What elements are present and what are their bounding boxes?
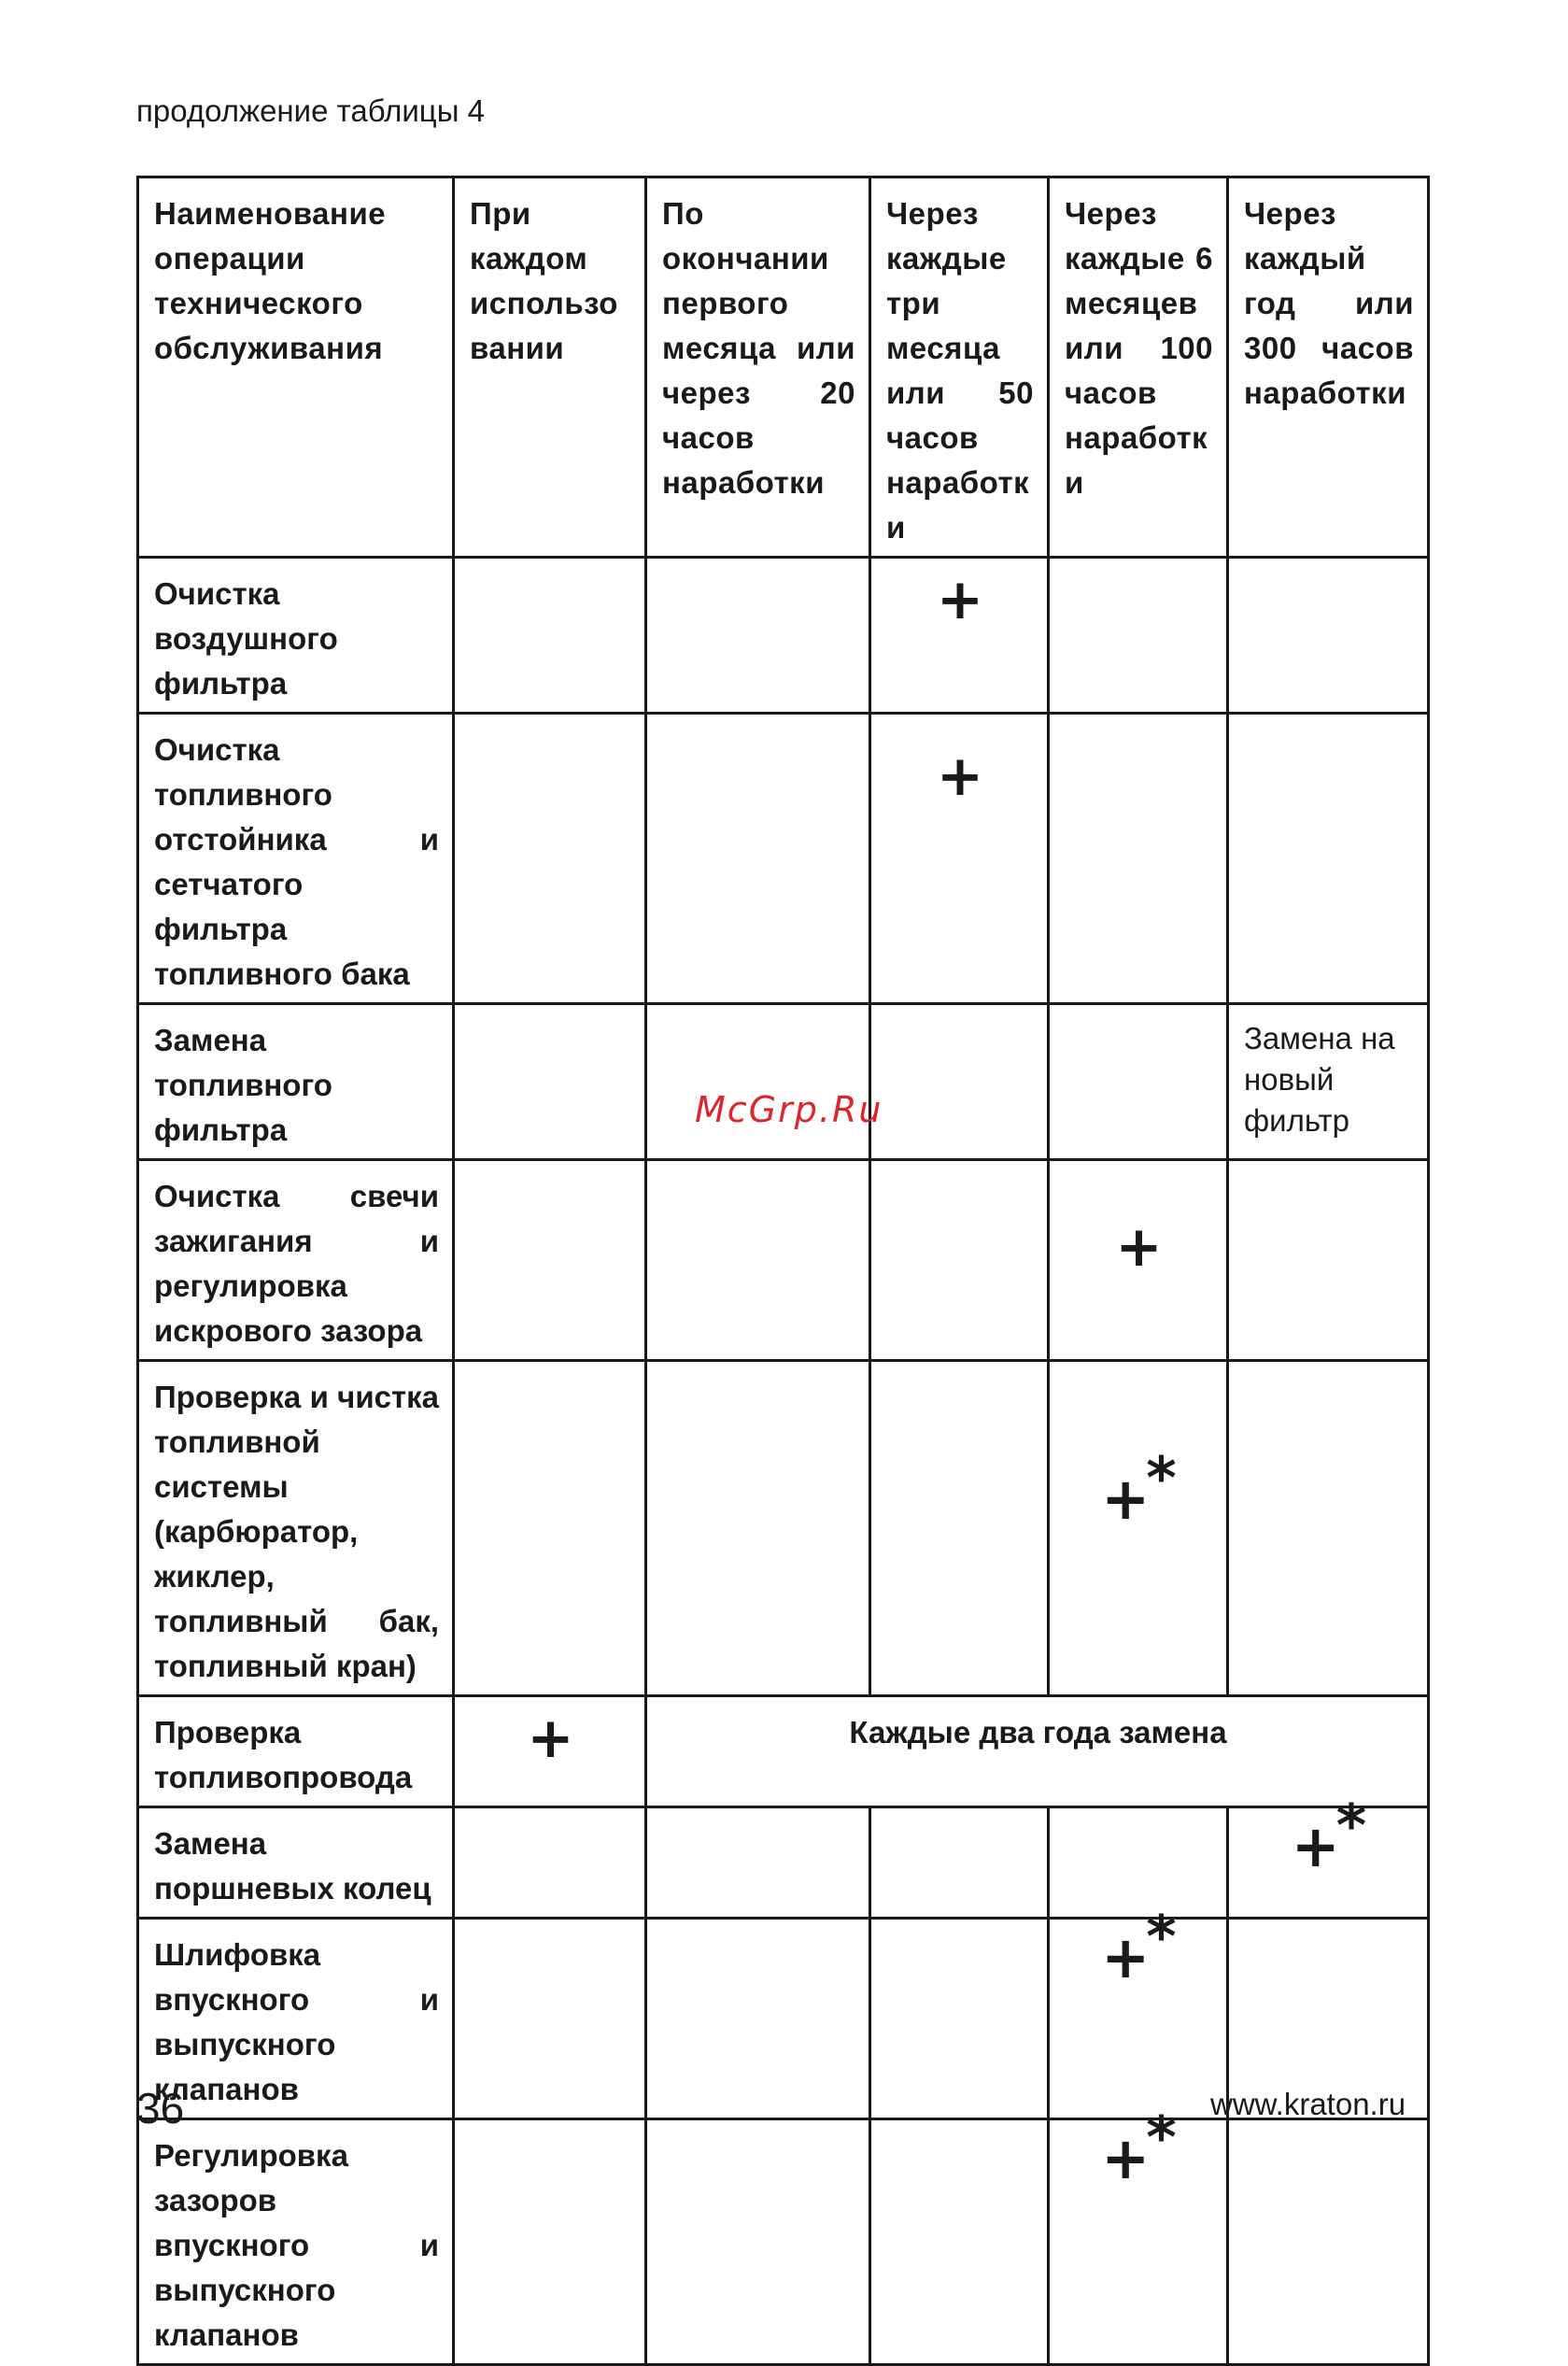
operation-name: Проверка и чистка топливной системы (карбюратор, жиклер, топливный бак, топливный кран) (138, 1361, 454, 1696)
header-six-months: Через каждые 6 месяцев или 100 часов наработки (1049, 177, 1228, 558)
mark-cell (1049, 1361, 1228, 1696)
header-each-use: При каждом использовании (454, 177, 646, 558)
operation-name: Замена поршневых колец (138, 1807, 454, 1919)
header-operation: Наименование операции технического обслуживания (138, 177, 454, 558)
operation-name: Очистка топливного отстойника и сетчатого фильтра топливного бака (138, 714, 454, 1004)
plus-star-mark: +* (1101, 1444, 1177, 1533)
replace-every-two-years: Каждые два года замена (646, 1696, 1429, 1807)
table-row (138, 1696, 1429, 1807)
header-first-month: По окончании первого месяца или через 20 часов наработки (646, 177, 870, 558)
table-row (138, 1160, 1429, 1361)
mark-cell (1049, 2104, 1228, 2365)
mark-cell (870, 558, 1049, 714)
operation-name: Шлифовка впускного и выпускного клапанов (138, 1919, 454, 2119)
plus-star-mark: +* (1101, 1903, 1177, 1991)
mark-cell (1049, 1903, 1228, 2119)
table-row (138, 1807, 1429, 1919)
mark-cell (454, 1696, 646, 1807)
table-header-row (138, 177, 1429, 558)
table-row (138, 714, 1429, 1004)
table-row (138, 1004, 1429, 1160)
replace-note: Замена на новый фильтр (1228, 1004, 1429, 1160)
watermark: McGrp.Ru (695, 1089, 883, 1130)
operation-name: Очистка воздушного фильтра (138, 558, 454, 714)
header-three-months: Через каждые три месяца или 50 часов наработки (870, 177, 1049, 558)
plus-star-mark: +* (1291, 1792, 1367, 1880)
operation-name: Проверка топливопровода (138, 1696, 454, 1807)
header-yearly: Через каждый год или 300 часов наработки (1228, 177, 1429, 558)
footer-url: www.kraton.ru (1210, 2087, 1406, 2121)
maintenance-table (136, 176, 1430, 2366)
mark-cell (1228, 1792, 1429, 1919)
operation-name: Очистка свечи зажигания и регулировка искрового зазора (138, 1160, 454, 1361)
plus-star-mark: +* (1101, 2104, 1177, 2192)
operation-name: Замена топливного фильтра (138, 1004, 454, 1160)
page-number: 36 (136, 2084, 185, 2132)
table-row (138, 1361, 1429, 1696)
table-row (138, 2119, 1429, 2365)
plus-mark: + (1115, 1214, 1163, 1280)
plus-mark: + (936, 744, 984, 809)
operation-name: Регулировка зазоров впускного и выпускного клапанов (138, 2119, 454, 2365)
plus-mark: + (527, 1706, 574, 1771)
mark-cell (1049, 1160, 1228, 1361)
table-caption: продолжение таблицы 4 (136, 93, 485, 128)
plus-mark: + (936, 567, 984, 632)
table-row (138, 558, 1429, 714)
mark-cell (870, 714, 1049, 1004)
